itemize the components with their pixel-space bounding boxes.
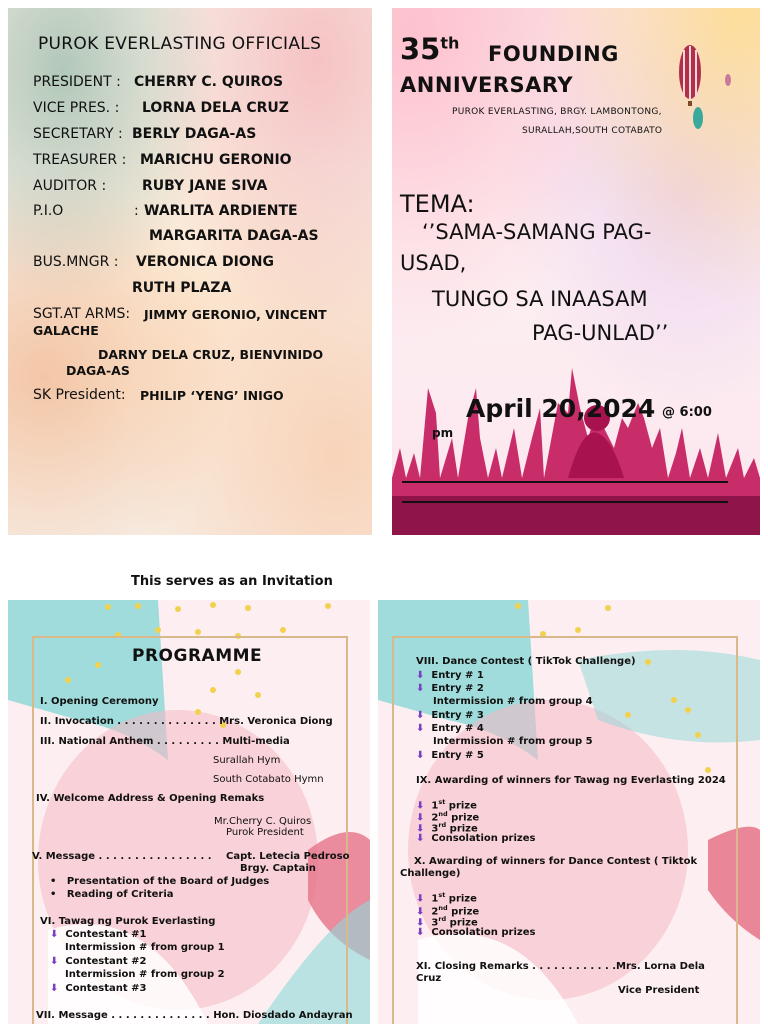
item-vi-i2: Intermission # from group 2 (65, 969, 225, 980)
programme-panel-left (8, 600, 370, 1024)
vice-label: VICE PRES. : (33, 100, 120, 116)
arrow-icon: ⬇ (416, 750, 425, 761)
president-name: CHERRY C. QUIROS (134, 74, 284, 90)
event-time: @ 6:00 (662, 405, 712, 420)
sgt-label: SGT.AT ARMS: (33, 306, 131, 322)
x-prize-1: ⬇ 1st prize (416, 891, 477, 905)
item-ix: IX. Awarding of winners for Tawag ng Everlasting 2024 (416, 775, 726, 786)
item-vii: VII. Message . . . . . . . . . . . . . . Hon. Diosdado Andayran (36, 1010, 353, 1021)
officials-title: PUROK EVERLASTING OFFICIALS (38, 34, 322, 54)
arrow-icon: ⬇ (50, 929, 59, 940)
ix-prize-3: ⬇ 3rd prize (416, 821, 478, 835)
arrow-icon: ⬇ (416, 670, 425, 681)
busmgr-row (33, 254, 118, 270)
pio-name-2: MARGARITA DAGA-AS (149, 228, 319, 244)
item-viii-2: ⬇ Entry # 2 (416, 683, 484, 694)
sk-name: PHILIP ‘YENG’ INIGO (140, 388, 284, 403)
item-viii-i5: Intermission # from group 5 (433, 736, 593, 747)
secretary-name: BERLY DAGA-AS (132, 126, 257, 142)
secretary-row (33, 126, 123, 142)
item-iii-a: Surallah Hym (213, 755, 281, 766)
item-v-bullet-1: • Presentation of the Board of Judges (50, 876, 270, 887)
item-viii-5: ⬇ Entry # 5 (416, 750, 484, 761)
president-row (33, 74, 121, 90)
item-xi-cont: Cruz (416, 973, 442, 984)
event-time-pm: pm (432, 426, 454, 440)
item-viii-i4: Intermission # from group 4 (433, 696, 593, 707)
tema-label: TEMA: (400, 190, 475, 218)
item-v-a: Capt. Letecia Pedroso (226, 851, 350, 862)
item-xi-role: Vice President (618, 985, 700, 996)
item-vi: VI. Tawag ng Purok Everlasting (40, 916, 216, 927)
anniversary-title: ANNIVERSARY (400, 73, 574, 97)
founding-title: FOUNDING (488, 42, 619, 66)
x-prize-2: ⬇ 2nd prize (416, 904, 480, 918)
item-viii-1: ⬇ Entry # 1 (416, 670, 484, 681)
arrow-icon: ⬇ (416, 710, 425, 721)
item-v-bullet-2: • Reading of Criteria (50, 889, 174, 900)
item-x-cont: Challenge) (400, 868, 461, 879)
theme-line-3: TUNGO SA INAASAM (432, 287, 648, 311)
item-vi-2: ⬇ Contestant #2 (50, 956, 147, 967)
treasurer-row (33, 152, 126, 168)
item-x: X. Awarding of winners for Dance Contest ( Tiktok (414, 856, 698, 867)
item-iv-a: Mr.Cherry C. Quiros (214, 816, 312, 827)
arrow-icon: ⬇ (50, 983, 59, 994)
vice-row (33, 100, 119, 116)
ix-consolation: ⬇ Consolation prizes (416, 833, 536, 844)
ix-prize-1: ⬇ 1st prize (416, 798, 477, 812)
ix-prize-2: ⬇ 2nd prize (416, 810, 480, 824)
item-iv-b: Purok President (226, 827, 304, 838)
location-line-2: SURALLAH,SOUTH COTABATO (522, 126, 663, 136)
pio-name-1: WARLITA ARDIENTE (144, 203, 298, 219)
sgt-name-2b: DAGA-AS (66, 363, 130, 378)
arrow-icon: ⬇ (416, 927, 425, 938)
item-iii: III. National Anthem . . . . . . . . . Multi-media (40, 736, 290, 747)
pio-row (33, 203, 63, 219)
item-vi-1: ⬇ Contestant #1 (50, 929, 147, 940)
arrow-icon: ⬇ (416, 723, 425, 734)
programme-title: PROGRAMME (132, 646, 263, 666)
item-iii-b: South Cotabato Hymn (213, 774, 324, 785)
programme-panel-right (378, 600, 760, 1024)
sgt-name-2a: DARNY DELA CRUZ, BIENVINIDO (98, 347, 324, 362)
president-label: PRESIDENT : (33, 74, 121, 90)
sk-label: SK President: (33, 387, 126, 403)
arrow-icon: ⬇ (416, 683, 425, 694)
x-prize-3: ⬇ 3rd prize (416, 915, 478, 929)
vice-name: LORNA DELA CRUZ (142, 100, 289, 116)
item-iv: IV. Welcome Address & Opening Remaks (36, 793, 265, 804)
treasurer-name: MARICHU GERONIO (140, 152, 292, 168)
x-consolation: ⬇ Consolation prizes (416, 927, 536, 938)
invitation-caption: This serves as an Invitation (131, 574, 333, 589)
arrow-icon: ⬇ (416, 823, 425, 835)
item-vi-3: ⬇ Contestant #3 (50, 983, 147, 994)
arrow-icon: ⬇ (416, 800, 425, 812)
secretary-label: SECRETARY : (33, 126, 123, 142)
item-v: V. Message . . . . . . . . . . . . . . . . (32, 851, 212, 862)
item-viii-4: ⬇ Entry # 4 (416, 723, 484, 734)
sgt-row (33, 306, 130, 322)
theme-line-1: ‘’SAMA-SAMANG PAG- (422, 220, 652, 244)
auditor-name: RUBY JANE SIVA (142, 178, 268, 194)
arrow-icon: ⬇ (416, 917, 425, 929)
arrow-icon: ⬇ (416, 893, 425, 905)
theme-line-4: PAG-UNLAD’’ (532, 321, 669, 345)
item-v-b: Brgy. Captain (240, 863, 316, 874)
item-ii: II. Invocation . . . . . . . . . . . . . . Mrs. Veronica Diong (40, 716, 333, 727)
arrow-icon: ⬇ (416, 906, 425, 918)
location-line-1: PUROK EVERLASTING, BRGY. LAMBONTONG, (452, 107, 662, 117)
sk-row (33, 387, 126, 403)
event-date: April 20,2024 (466, 394, 656, 423)
officials-panel (8, 8, 372, 535)
anniversary-panel (392, 8, 760, 535)
item-xi: XI. Closing Remarks . . . . . . . . . . . .Mrs. Lorna Dela (416, 961, 705, 972)
busmgr-label: BUS.MNGR : (33, 254, 119, 270)
busmgr-name-2: RUTH PLAZA (132, 280, 232, 296)
arrow-icon: ⬇ (416, 833, 425, 844)
item-viii-3: ⬇ Entry # 3 (416, 710, 484, 721)
sgt-name-1a: JIMMY GERONIO, VINCENT (144, 307, 327, 322)
treasurer-label: TREASURER : (33, 152, 127, 168)
theme-line-2: USAD, (400, 251, 467, 275)
item-i: I. Opening Ceremony (40, 696, 159, 707)
sgt-name-1b: GALACHE (33, 323, 99, 338)
auditor-row (33, 178, 106, 194)
item-vi-i1: Intermission # from group 1 (65, 942, 225, 953)
item-viii: VIII. Dance Contest ( TikTok Challenge) (416, 656, 636, 667)
anniversary-number: 35th (400, 32, 460, 66)
pio-colon: : (134, 203, 139, 219)
busmgr-name-1: VERONICA DIONG (136, 254, 274, 270)
pio-label: P.I.O (33, 203, 64, 219)
arrow-icon: ⬇ (50, 956, 59, 967)
balloon-icon (679, 45, 701, 106)
auditor-label: AUDITOR : (33, 178, 107, 194)
arrow-icon: ⬇ (416, 812, 425, 824)
